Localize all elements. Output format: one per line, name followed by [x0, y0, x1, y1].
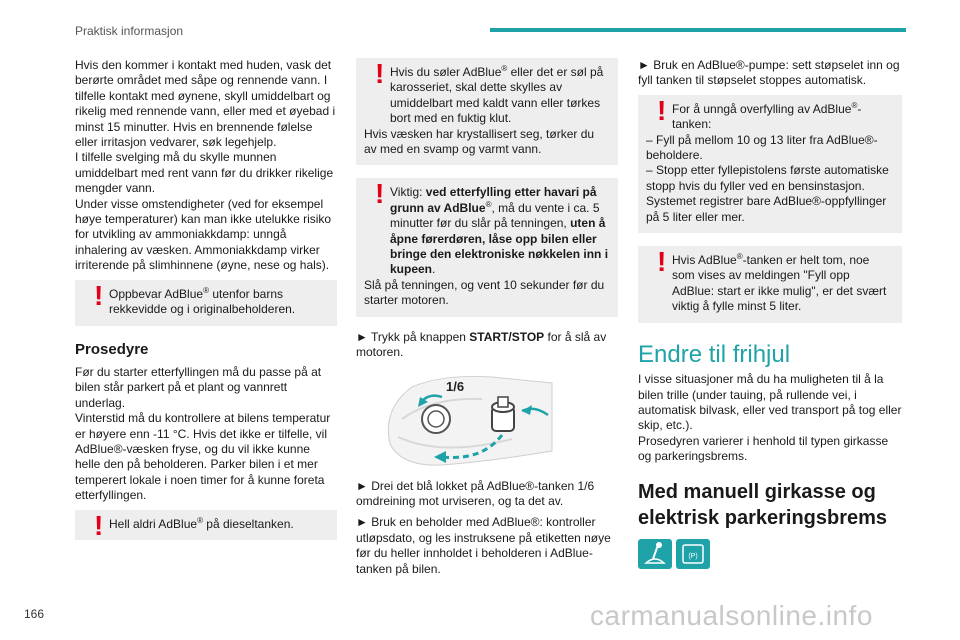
warning-box: ! Hell aldri AdBlue® på dieseltanken. — [75, 510, 337, 540]
step-text: ► Bruk en beholder med AdBlue®: kontroller utløpsdato, og les instruksene på etiketten nøye før du heller innholdet i beholderen i AdBlue-tanken på bilen. — [356, 515, 611, 576]
adblue-cap-illustration — [372, 369, 562, 469]
watermark: carmanualsonline.info — [590, 600, 873, 631]
gear-lever-icon — [638, 539, 672, 569]
intro-text: Hvis den kommer i kontakt med huden, vask det berørte området med såpe og rennende vann. I tilfelle kontakt med øynene, skyll umiddelbart og rikelig med rennende vann, eller med et øyebad i minst 15 minutter. Hvis en brennende følelse eller irritasjon vedvarer, søk legehjelp. I tilfelle svelging må du skylle munnen umiddelbart med rent vann før du drikker rikelige mengder vann. Under visse omstendigheter (ved for eksempel høye temperaturer) kan man ikke utelukke risiko for utvikling av ammoniakkdamp: unngå inhalering av væsken. Ammoniakkdamp virker irriterende på slimhinnene (øyne, nese og hals). — [75, 58, 336, 273]
warning-box: ! Viktig: ved etterfylling etter havari på grunn av AdBlue®, må du vente i ca. 5 minutter før du slår på tenningen, uten å åpne førerdøren, låse opp bilen eller bringe den elektroniske nøkkelen inn i kupeen. Slå på tenningen, og vent 10 sekunder før du starter motoren. — [356, 178, 618, 316]
procedure-text: Før du starter etterfyllingen må du passe på at bilen står parkert på et plant og vannrett underlag. Vinterstid må du kontrollere at bilens temperatur er høyere enn -11 °C. Hvis det ikke er tilfelle, vil AdBlue®-væsken fryse, og du vil ikke kunne helle den på beholderen. Parker bilen i et mer temperert lokale i noen timer for å kunne foreta etterfyllingen. — [75, 364, 331, 503]
warning-box: ! For å unngå overfylling av AdBlue®-tanken: – Fyll på mellom 10 og 13 liter fra AdBlue®-beholdere. – Stopp etter fyllepistolens første automatiske stopp hvis du fyller ved en bensinstasjon. Systemet registrer bare AdBlue®-oppfyllinger på 5 liter eller mer. — [638, 95, 902, 233]
warning-box: ! Hvis du søler AdBlue® eller det er søl på karosseriet, skal dette skylles av umiddelbart med kaldt vann eller tørkes bort med en fuktig klut. Hvis væsken har krystallisert seg, tørker du av med en svamp og varmt vann. — [356, 58, 618, 165]
page-number: 166 — [24, 607, 45, 621]
warning-icon: ! — [94, 509, 104, 541]
step-text: ► Trykk på knappen START/STOP for å slå av motoren. — [356, 329, 607, 360]
figure-label: 1/6 — [446, 378, 465, 394]
warning-icon: ! — [375, 58, 385, 89]
warning-box: ! Hvis AdBlue®-tanken er helt tom, noe som vises av meldingen "Fyll opp AdBlue: start er ikke mulig", er det svært viktig å fylle minst 5 liter. — [638, 246, 902, 323]
parking-brake-icon — [676, 539, 710, 569]
warning-icon: ! — [94, 279, 104, 311]
body-text: I visse situasjoner må du ha muligheten til å la bilen trille (under tauing, på rullende vei, i automatisk bilvask, eller ved transport på tog eller skip, etc.). Prosedyren varierer i henhold til typen girkasse og parkeringsbrems. — [638, 372, 902, 464]
step-text: ► Bruk en AdBlue®-pumpe: sett støpselet inn og fyll tanken til støpselet stoppes automatisk. — [638, 58, 900, 88]
warning-icon: ! — [657, 246, 667, 278]
icon-row — [638, 539, 902, 569]
warning-box: ! Oppbevar AdBlue® utenfor barns rekkevidde og i originalbeholderen. — [75, 280, 337, 326]
header-title: Praktisk informasjon — [75, 24, 184, 38]
column-3 — [638, 58, 902, 569]
filler-neck — [422, 405, 450, 433]
column-1 — [75, 58, 337, 553]
warning-icon: ! — [657, 94, 667, 126]
column-2 — [356, 58, 618, 583]
section-heading: Endre til frihjul — [638, 340, 791, 368]
svg-text:(P): (P) — [688, 552, 698, 560]
section-heading: Prosedyre — [75, 340, 149, 358]
warning-icon: ! — [375, 178, 385, 210]
header-accent-bar — [490, 28, 906, 32]
step-text: ► Drei det blå lokket på AdBlue®-tanken 1/6 omdreining mot urviseren, og ta det av. — [356, 478, 595, 508]
subsection-heading: Med manuell girkasse og elektrisk parkeringsbrems — [638, 480, 888, 529]
